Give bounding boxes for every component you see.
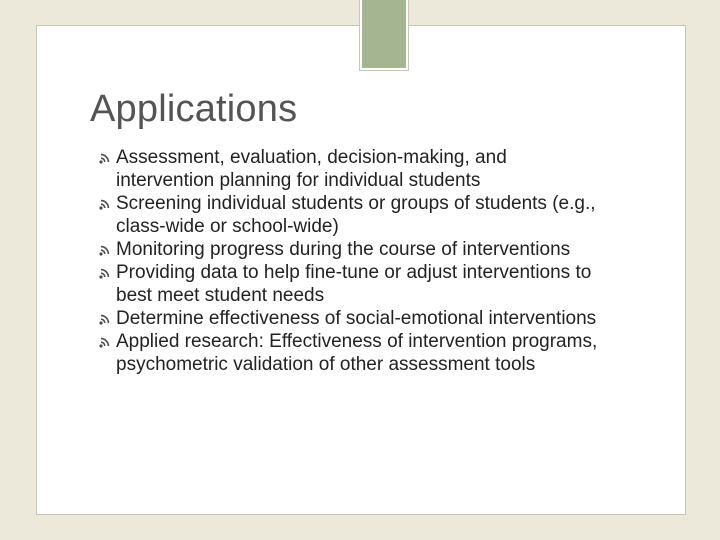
bullet-list [99,146,599,376]
bullet-text: Screening individual students or groups of students (e.g., class-wide or school-wide) [116,193,596,237]
list-item [99,192,599,238]
accent-tab [360,0,408,70]
list-item [99,146,599,192]
wifi-arc-icon [99,336,113,348]
wifi-arc-icon [99,244,113,256]
wifi-arc-icon [99,152,113,164]
list-item [99,330,599,376]
wifi-arc-icon [99,267,113,279]
wifi-arc-icon [99,313,113,325]
list-item [99,307,599,330]
bullet-text: Applied research: Effectiveness of intervention programs, psychometric validation of other assessment tools [116,331,598,375]
bullet-text: Assessment, evaluation, decision-making, and intervention planning for individual students [116,147,507,191]
list-item [99,261,599,307]
bullet-text: Providing data to help fine-tune or adjust interventions to best meet student needs [116,262,592,306]
list-item [99,238,599,261]
bullet-text: Determine effectiveness of social-emotional interventions [116,308,597,329]
wifi-arc-icon [99,198,113,210]
bullet-text: Monitoring progress during the course of interventions [116,239,571,260]
slide-title: Applications [90,88,298,130]
